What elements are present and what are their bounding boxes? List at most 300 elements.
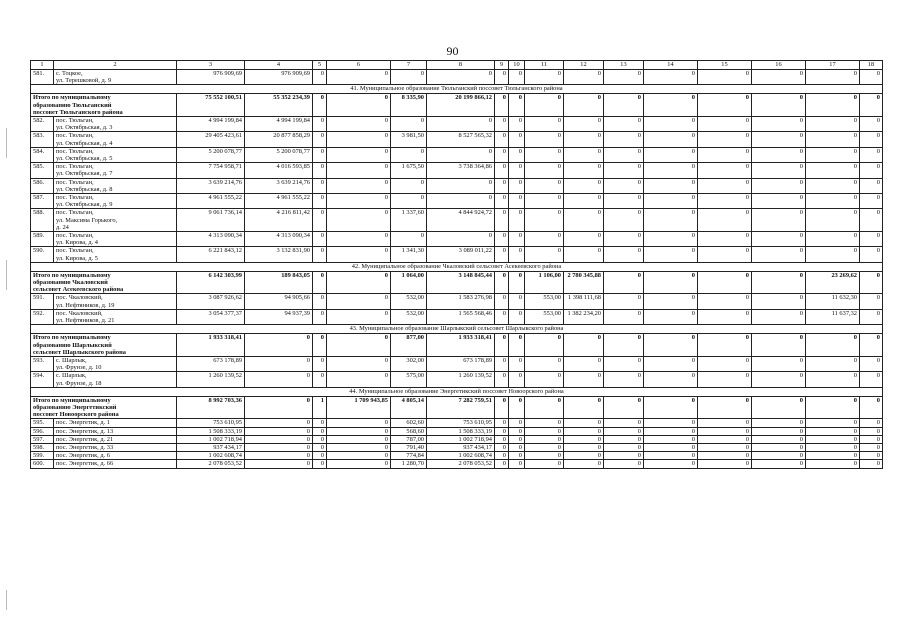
value-cell: 189 843,05: [245, 271, 313, 294]
value-cell: 0: [752, 294, 806, 309]
value-cell: 0: [644, 247, 698, 262]
value-cell: 0: [564, 163, 604, 178]
value-cell: 0: [860, 356, 883, 371]
value-cell: 0: [860, 178, 883, 193]
row-number: 586.: [31, 178, 54, 193]
value-cell: 0: [644, 178, 698, 193]
value-cell: 0: [806, 427, 860, 435]
value-cell: 0: [564, 117, 604, 132]
value-cell: 0: [525, 443, 564, 451]
value-cell: 0: [245, 452, 313, 460]
value-cell: 29 405 423,61: [177, 132, 245, 147]
value-cell: 0: [806, 460, 860, 468]
value-cell: 0: [509, 178, 525, 193]
value-cell: 0: [644, 194, 698, 209]
value-cell: 9 061 736,14: [177, 209, 245, 232]
value-cell: 0: [525, 147, 564, 162]
value-cell: 1 341,30: [391, 247, 427, 262]
address-cell: [54, 132, 177, 147]
value-cell: 0: [604, 435, 644, 443]
value-cell: 0: [806, 356, 860, 371]
total-label: [31, 94, 177, 117]
value-cell: 55 352 234,39: [245, 94, 313, 117]
value-cell: 0: [698, 427, 752, 435]
total-row: [31, 271, 883, 294]
value-cell: 0: [327, 117, 391, 132]
table-row: [31, 419, 883, 427]
value-cell: 976 909,69: [177, 70, 245, 85]
value-cell: 1 583 276,98: [427, 294, 495, 309]
value-cell: 0: [313, 147, 327, 162]
value-cell: 0: [495, 70, 509, 85]
value-cell: 0: [525, 178, 564, 193]
value-cell: 0: [245, 443, 313, 451]
margin-punch-mark: [6, 260, 7, 290]
value-cell: 0: [495, 356, 509, 371]
value-cell: 0: [564, 178, 604, 193]
value-cell: 0: [860, 70, 883, 85]
value-cell: 0: [327, 372, 391, 387]
value-cell: 0: [313, 247, 327, 262]
value-cell: 0: [604, 209, 644, 232]
address-line: ул. Нефтяников, д. 21: [56, 317, 115, 325]
value-cell: 0: [564, 460, 604, 468]
column-number: 3: [177, 61, 245, 70]
value-cell: 0: [525, 460, 564, 468]
value-cell: 3 639 214,76: [245, 178, 313, 193]
value-cell: 0: [604, 452, 644, 460]
value-cell: 0: [313, 460, 327, 468]
value-cell: 0: [564, 334, 604, 357]
registry-table: [30, 60, 883, 469]
value-cell: 0: [525, 117, 564, 132]
value-cell: 3 087 926,62: [177, 294, 245, 309]
table-row: [31, 427, 883, 435]
value-cell: 0: [245, 396, 313, 419]
value-cell: 0: [391, 117, 427, 132]
value-cell: 0: [806, 334, 860, 357]
value-cell: 0: [245, 372, 313, 387]
value-cell: 0: [860, 334, 883, 357]
value-cell: 0: [313, 334, 327, 357]
value-cell: 0: [644, 435, 698, 443]
address-line: ул. Кирова, д. 4: [56, 239, 98, 247]
value-cell: 0: [806, 396, 860, 419]
value-cell: 0: [752, 209, 806, 232]
value-cell: 0: [752, 178, 806, 193]
value-cell: 0: [644, 232, 698, 247]
value-cell: 0: [495, 435, 509, 443]
value-cell: 0: [752, 452, 806, 460]
value-cell: 0: [806, 132, 860, 147]
value-cell: 0: [806, 117, 860, 132]
value-cell: 0: [806, 70, 860, 85]
value-cell: 0: [752, 372, 806, 387]
value-cell: 0: [495, 309, 509, 324]
value-cell: 1 260 139,52: [177, 372, 245, 387]
value-cell: 532,00: [391, 294, 427, 309]
value-cell: 1 280,70: [391, 460, 427, 468]
value-cell: 3 054 377,37: [177, 309, 245, 324]
value-cell: 791,40: [391, 443, 427, 451]
address-line: пос. Чкаловский,: [56, 309, 103, 317]
value-cell: 4 016 593,85: [245, 163, 313, 178]
value-cell: 568,60: [391, 427, 427, 435]
value-cell: 1 106,00: [525, 271, 564, 294]
value-cell: 0: [806, 435, 860, 443]
value-cell: 0: [327, 309, 391, 324]
value-cell: 3 981,50: [391, 132, 427, 147]
value-cell: 0: [752, 132, 806, 147]
value-cell: 0: [313, 309, 327, 324]
value-cell: 0: [860, 419, 883, 427]
address-line: поссовет Тюльганского района: [33, 108, 123, 116]
value-cell: 0: [752, 309, 806, 324]
value-cell: 0: [564, 247, 604, 262]
value-cell: 0: [806, 232, 860, 247]
value-cell: 8 527 565,32: [427, 132, 495, 147]
address-line: поссовет Новоорского района: [33, 411, 119, 419]
value-cell: 0: [327, 232, 391, 247]
value-cell: 0: [245, 427, 313, 435]
value-cell: 0: [509, 309, 525, 324]
document-table-container: [30, 60, 882, 469]
value-cell: 0: [327, 419, 391, 427]
row-number: 589.: [31, 232, 54, 247]
value-cell: 4 216 811,42: [245, 209, 313, 232]
value-cell: 774,84: [391, 452, 427, 460]
value-cell: 11 637,32: [806, 309, 860, 324]
value-cell: 0: [604, 247, 644, 262]
value-cell: 0: [752, 443, 806, 451]
value-cell: 553,00: [525, 309, 564, 324]
table-row: [31, 443, 883, 451]
value-cell: 0: [327, 443, 391, 451]
value-cell: 0: [806, 194, 860, 209]
value-cell: 0: [525, 94, 564, 117]
section-title: 44. Муниципальное образование Энергетикский поссовет Новоорского района: [31, 387, 883, 396]
value-cell: 4 313 090,34: [245, 232, 313, 247]
value-cell: 94 937,39: [245, 309, 313, 324]
value-cell: 0: [604, 396, 644, 419]
value-cell: 0: [327, 356, 391, 371]
value-cell: 2 078 053,52: [177, 460, 245, 468]
value-cell: 0: [509, 427, 525, 435]
value-cell: 0: [752, 163, 806, 178]
address-line: пос. Тюльган,: [56, 117, 94, 125]
value-cell: 0: [604, 309, 644, 324]
value-cell: 94 905,66: [245, 294, 313, 309]
value-cell: 0: [698, 94, 752, 117]
column-number: 2: [54, 61, 177, 70]
row-number: 591.: [31, 294, 54, 309]
value-cell: 4 844 924,72: [427, 209, 495, 232]
address-line: Итого по муниципальному: [33, 396, 111, 404]
value-cell: 302,00: [391, 356, 427, 371]
value-cell: 0: [525, 334, 564, 357]
address-line: пос. Энергетик, д. 33: [56, 443, 114, 451]
address-cell: [54, 147, 177, 162]
value-cell: 0: [752, 94, 806, 117]
value-cell: 0: [313, 209, 327, 232]
value-cell: 0: [604, 356, 644, 371]
value-cell: 0: [604, 460, 644, 468]
value-cell: 0: [525, 232, 564, 247]
value-cell: 0: [495, 460, 509, 468]
value-cell: 0: [313, 271, 327, 294]
value-cell: 0: [509, 396, 525, 419]
address-line: пос. Тюльган,: [56, 147, 94, 155]
row-number: 582.: [31, 117, 54, 132]
value-cell: 3 738 364,86: [427, 163, 495, 178]
address-line: ул. Октябрьская, д. 4: [56, 139, 113, 147]
value-cell: 0: [806, 178, 860, 193]
value-cell: 0: [564, 194, 604, 209]
value-cell: 602,60: [391, 419, 427, 427]
address-line: ул. Октябрьская, д. 8: [56, 185, 113, 193]
value-cell: 0: [604, 70, 644, 85]
address-line: ул. Октябрьская, д. 5: [56, 155, 113, 163]
value-cell: 0: [644, 294, 698, 309]
value-cell: 0: [644, 334, 698, 357]
address-line: Итого по муниципальному: [33, 334, 111, 342]
value-cell: 7 282 759,51: [427, 396, 495, 419]
value-cell: 0: [313, 294, 327, 309]
value-cell: 0: [495, 443, 509, 451]
value-cell: 0: [313, 94, 327, 117]
address-cell: [54, 427, 177, 435]
column-number: 9: [495, 61, 509, 70]
table-row: [31, 435, 883, 443]
address-line: с. Тоцкое,: [56, 70, 83, 77]
value-cell: 0: [509, 460, 525, 468]
value-cell: 0: [313, 419, 327, 427]
value-cell: 0: [427, 232, 495, 247]
value-cell: 0: [313, 356, 327, 371]
value-cell: 0: [509, 271, 525, 294]
row-number: 595.: [31, 419, 54, 427]
value-cell: 0: [604, 427, 644, 435]
address-cell: [54, 247, 177, 262]
value-cell: 0: [698, 194, 752, 209]
row-number: 592.: [31, 309, 54, 324]
value-cell: 0: [509, 247, 525, 262]
value-cell: 1 002 718,94: [427, 435, 495, 443]
value-cell: 0: [752, 460, 806, 468]
value-cell: 0: [698, 209, 752, 232]
column-number: 18: [860, 61, 883, 70]
value-cell: 673 178,89: [427, 356, 495, 371]
value-cell: 0: [860, 163, 883, 178]
value-cell: 0: [495, 163, 509, 178]
address-line: пос. Тюльган,: [56, 132, 94, 140]
value-cell: 0: [604, 232, 644, 247]
section-header-row: [31, 387, 883, 396]
value-cell: 0: [509, 232, 525, 247]
value-cell: 0: [327, 194, 391, 209]
value-cell: 0: [752, 194, 806, 209]
value-cell: 532,00: [391, 309, 427, 324]
value-cell: 673 178,89: [177, 356, 245, 371]
address-line: ул. Октябрьская, д. 9: [56, 201, 113, 209]
row-number: 585.: [31, 163, 54, 178]
value-cell: 0: [698, 396, 752, 419]
section-title: 43. Муниципальное образование Шарлыкский сельсовет Шарлыкского района: [31, 325, 883, 334]
value-cell: 0: [806, 452, 860, 460]
address-cell: [54, 294, 177, 309]
value-cell: 0: [564, 372, 604, 387]
value-cell: 0: [525, 372, 564, 387]
margin-punch-mark: [6, 590, 7, 610]
table-row: [31, 117, 883, 132]
row-number: 596.: [31, 427, 54, 435]
value-cell: 0: [806, 443, 860, 451]
value-cell: 0: [313, 443, 327, 451]
value-cell: 0: [495, 178, 509, 193]
value-cell: 0: [752, 427, 806, 435]
address-line: пос. Тюльган,: [56, 163, 94, 171]
address-line: пос. Тюльган,: [56, 209, 94, 217]
value-cell: 0: [752, 435, 806, 443]
value-cell: 3 639 214,76: [177, 178, 245, 193]
address-cell: [54, 372, 177, 387]
value-cell: 0: [644, 419, 698, 427]
address-cell: [54, 435, 177, 443]
value-cell: 0: [564, 70, 604, 85]
row-number: 594.: [31, 372, 54, 387]
address-line: Итого по муниципальному: [33, 94, 111, 102]
value-cell: 0: [327, 94, 391, 117]
value-cell: 0: [313, 452, 327, 460]
value-cell: 1 709 943,85: [327, 396, 391, 419]
value-cell: 0: [245, 334, 313, 357]
value-cell: 0: [495, 372, 509, 387]
value-cell: 0: [564, 427, 604, 435]
value-cell: 0: [525, 356, 564, 371]
value-cell: 1 002 718,94: [177, 435, 245, 443]
value-cell: 4 961 555,22: [245, 194, 313, 209]
value-cell: 0: [327, 163, 391, 178]
value-cell: 0: [245, 419, 313, 427]
value-cell: 937 434,17: [427, 443, 495, 451]
value-cell: 0: [509, 372, 525, 387]
value-cell: 1 508 333,19: [177, 427, 245, 435]
total-row: [31, 94, 883, 117]
address-cell: [54, 117, 177, 132]
column-number: 15: [698, 61, 752, 70]
value-cell: 0: [495, 209, 509, 232]
value-cell: 3 132 831,90: [245, 247, 313, 262]
value-cell: 0: [860, 271, 883, 294]
value-cell: 0: [860, 294, 883, 309]
address-line: пос. Тюльган,: [56, 232, 94, 240]
value-cell: 0: [525, 396, 564, 419]
value-cell: 0: [327, 247, 391, 262]
column-number: 7: [391, 61, 427, 70]
column-number: 16: [752, 61, 806, 70]
value-cell: 0: [698, 452, 752, 460]
value-cell: 0: [313, 194, 327, 209]
value-cell: 0: [644, 117, 698, 132]
value-cell: 0: [509, 147, 525, 162]
value-cell: 0: [391, 232, 427, 247]
value-cell: 5 200 078,77: [245, 147, 313, 162]
value-cell: 1 933 318,41: [427, 334, 495, 357]
value-cell: 3 089 011,22: [427, 247, 495, 262]
row-number: 590.: [31, 247, 54, 262]
address-line: с. Шарлык,: [56, 372, 87, 380]
address-cell: [54, 452, 177, 460]
value-cell: 1 002 608,74: [177, 452, 245, 460]
value-cell: 0: [604, 117, 644, 132]
value-cell: 0: [509, 356, 525, 371]
value-cell: 0: [509, 452, 525, 460]
value-cell: 787,00: [391, 435, 427, 443]
address-cell: [54, 194, 177, 209]
address-cell: [54, 70, 177, 85]
value-cell: 0: [752, 419, 806, 427]
address-line: пос. Тюльган,: [56, 194, 94, 202]
value-cell: 0: [644, 396, 698, 419]
value-cell: 0: [427, 147, 495, 162]
value-cell: 0: [752, 70, 806, 85]
value-cell: 11 632,30: [806, 294, 860, 309]
value-cell: 75 552 100,51: [177, 94, 245, 117]
value-cell: 5 200 078,77: [177, 147, 245, 162]
column-number: 13: [604, 61, 644, 70]
value-cell: 0: [698, 117, 752, 132]
value-cell: 0: [752, 356, 806, 371]
column-number: 1: [31, 61, 54, 70]
value-cell: 0: [604, 372, 644, 387]
value-cell: 0: [391, 178, 427, 193]
value-cell: 0: [752, 147, 806, 162]
section-title: 41. Муниципальное образование Тюльганский поссовет Тюльганского района: [31, 85, 883, 94]
table-row: [31, 147, 883, 162]
address-line: образованию Тюльганский: [33, 101, 112, 109]
value-cell: 0: [327, 427, 391, 435]
column-number: 5: [313, 61, 327, 70]
table-row: [31, 247, 883, 262]
value-cell: 0: [509, 294, 525, 309]
table-row: [31, 356, 883, 371]
value-cell: 0: [860, 232, 883, 247]
value-cell: 0: [604, 419, 644, 427]
column-number: 12: [564, 61, 604, 70]
value-cell: 0: [495, 396, 509, 419]
value-cell: 976 909,69: [245, 70, 313, 85]
value-cell: 0: [327, 271, 391, 294]
value-cell: 0: [525, 427, 564, 435]
value-cell: 0: [644, 443, 698, 451]
address-line: образованию Шарлыкский: [33, 341, 112, 349]
value-cell: 8 335,90: [391, 94, 427, 117]
section-header-row: [31, 325, 883, 334]
value-cell: 0: [644, 372, 698, 387]
address-cell: [54, 356, 177, 371]
value-cell: 0: [391, 194, 427, 209]
value-cell: 0: [391, 147, 427, 162]
value-cell: 0: [604, 178, 644, 193]
address-cell: [54, 419, 177, 427]
value-cell: 0: [495, 94, 509, 117]
value-cell: 0: [564, 232, 604, 247]
value-cell: 0: [509, 194, 525, 209]
address-line: ул. Максима Горького,: [56, 216, 118, 224]
row-number: 584.: [31, 147, 54, 162]
value-cell: 0: [509, 117, 525, 132]
address-line: пос. Энергетик, д. 1: [56, 419, 111, 427]
